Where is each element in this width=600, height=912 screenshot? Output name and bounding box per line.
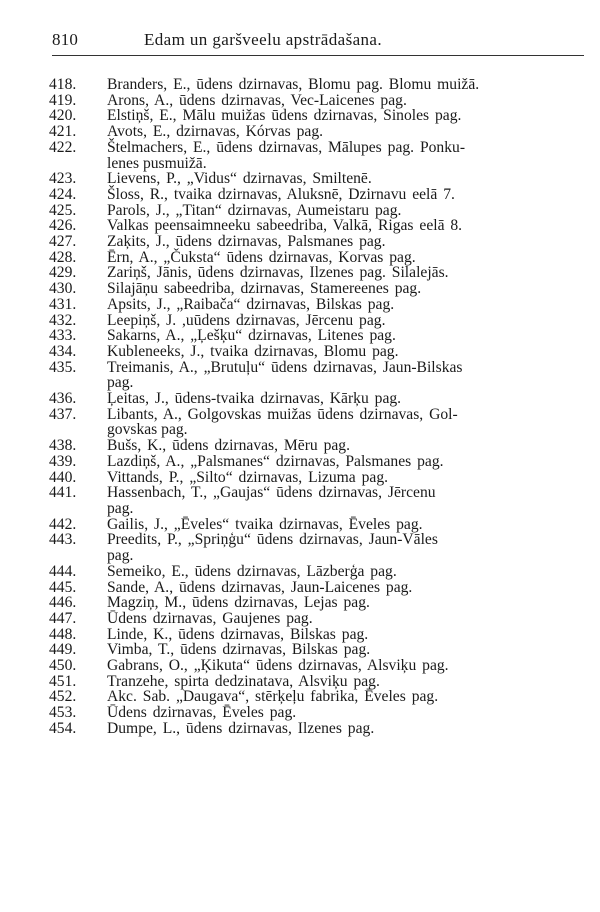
entry-number: 445. — [49, 578, 77, 596]
entry-number: 436. — [49, 390, 77, 408]
list-item — [0, 171, 577, 187]
list-item — [0, 532, 577, 563]
entry-text: Leepiņš, J. ,uūdens dzirnavas, Jērcenu pag. — [107, 311, 386, 329]
entry-text: Sakarns, A., „Ļešķu“ dzirnavas, Litenes pag. — [107, 327, 396, 345]
entry-number: 423. — [49, 170, 77, 188]
entry-number: 452. — [49, 688, 77, 706]
entry-number: 454. — [49, 719, 77, 737]
list-item — [0, 281, 577, 297]
entry-number: 430. — [49, 280, 77, 298]
list-item — [0, 580, 577, 596]
entry-number: 447. — [49, 609, 77, 627]
entry-continuation: pag. — [107, 499, 134, 517]
entry-number: 444. — [49, 562, 77, 580]
list-item — [0, 642, 577, 658]
list-item — [0, 297, 577, 313]
list-item — [0, 124, 577, 140]
entry-text: Ūdens dzirnavas, Ēveles pag. — [107, 704, 297, 722]
entry-text: Preedits, P., „Spriņģu“ ūdens dzirnavas, Jaun-Vāles — [107, 531, 438, 549]
list-item — [0, 517, 577, 533]
list-item — [0, 485, 577, 516]
entry-text: Kubleneeks, J., tvaika dzirnavas, Blomu pag. — [107, 342, 399, 360]
entry-number: 442. — [49, 515, 77, 533]
entry-number: 440. — [49, 468, 77, 486]
entry-number: 448. — [49, 625, 77, 643]
entry-number: 421. — [49, 123, 77, 141]
list-item — [0, 595, 577, 611]
list-item — [0, 564, 577, 580]
entry-number: 433. — [49, 327, 77, 345]
entry-number: 420. — [49, 107, 77, 125]
entry-text: Sande, A., ūdens dzirnavas, Jaun-Laicenes pag. — [107, 578, 413, 596]
entry-number: 428. — [49, 248, 77, 266]
entry-text: Ļeitas, J., ūdens-tvaika dzirnavas, Kārķu pag. — [107, 390, 402, 408]
entry-text: Libants, A., Golgovskas muižas ūdens dzirnavas, Gol- — [107, 405, 458, 423]
entry-text: Linde, K., ūdens dzirnavas, Bilskas pag. — [107, 625, 369, 643]
entry-text: Lazdiņš, A., „Palsmanes“ dzirnavas, Palsmanes pag. — [107, 452, 444, 470]
entry-number: 424. — [49, 185, 77, 203]
list-item — [0, 234, 577, 250]
entry-number: 431. — [49, 295, 77, 313]
list-item — [0, 250, 577, 266]
entry-text: Branders, E., ūdens dzirnavas, Blomu pag. Blomu muižā. — [107, 76, 480, 93]
list-item — [0, 438, 577, 454]
entry-number: 435. — [49, 358, 77, 376]
entry-number: 446. — [49, 594, 77, 612]
list-item — [0, 328, 577, 344]
entry-text: Vittands, P., „Silto“ dzirnavas, Lizuma pag. — [107, 468, 389, 486]
entry-text: Zaķits, J., ūdens dzirnavas, Palsmanes pag. — [107, 233, 386, 251]
list-item — [0, 93, 577, 109]
list-item — [0, 344, 577, 360]
entry-continuation: govskas pag. — [107, 421, 188, 439]
list-item — [0, 674, 577, 690]
entry-text: Magziņ, M., ūdens dzirnavas, Lejas pag. — [107, 594, 370, 612]
running-title: Edam un garšveelu apstrādašana. — [144, 30, 383, 49]
entry-text: Zariņš, Jānis, ūdens dzirnavas, Ilzenes pag. Silalejās. — [107, 264, 449, 282]
list-item — [0, 265, 577, 281]
entry-number: 426. — [49, 217, 77, 235]
entry-number: 450. — [49, 657, 77, 675]
entry-number: 438. — [49, 437, 77, 455]
entry-text: Valkas peensaimneeku sabeedriba, Valkā, Rigas eelā 8. — [107, 217, 463, 235]
entry-text: Elstiņš, E., Mālu muižas ūdens dzirnavas, Sinoles pag. — [107, 107, 462, 125]
entry-number: 439. — [49, 452, 77, 470]
list-item — [0, 407, 577, 438]
entry-continuation: lenes pusmuižā. — [107, 154, 207, 172]
entry-number: 434. — [49, 342, 77, 360]
entry-text: Šloss, R., tvaika dzirnavas, Aluksnē, Dzirnavu eelā 7. — [107, 185, 455, 203]
list-item — [0, 218, 577, 234]
list-item — [0, 689, 577, 705]
entry-text: Gabrans, O., „Ķikuta“ ūdens dzirnavas, Alsviķu pag. — [107, 657, 449, 675]
list-item — [0, 108, 577, 124]
entry-text: Silajāņu sabeedriba, dzirnavas, Stamereenes pag. — [107, 280, 422, 298]
entry-text: Treimanis, A., „Brutuļu“ ūdens dzirnavas, Jaun-Bilskas — [107, 358, 463, 376]
entry-text: Avots, E., dzirnavas, Kórvas pag. — [107, 123, 324, 141]
entry-text: Semeiko, E., ūdens dzirnavas, Lāzberģa pag. — [107, 562, 397, 580]
entry-text: Hassenbach, T., „Gaujas“ ūdens dzirnavas, Jērcenu — [107, 484, 436, 502]
entry-text: Dumpe, L., ūdens dzirnavas, Ilzenes pag. — [107, 719, 375, 737]
list-item — [0, 470, 577, 486]
entry-number: 419. — [49, 91, 77, 109]
list-item — [0, 611, 577, 627]
entry-text: Ērn, A., „Čuksta“ ūdens dzirnavas, Korvas pag. — [107, 248, 416, 266]
list-item — [0, 627, 577, 643]
entry-text: Apsits, J., „Raibača“ dzirnavas, Bilskas pag. — [107, 295, 395, 313]
entry-text: Lievens, P., „Vidus“ dzirnavas, Smiltenē. — [107, 170, 372, 188]
entry-text: Gailis, J., „Ēveles“ tvaika dzirnavas, Ēveles pag. — [107, 515, 423, 533]
list-item — [0, 721, 577, 737]
list-item — [0, 391, 577, 407]
list-item — [0, 140, 577, 171]
list-item — [0, 658, 577, 674]
entry-text: Akc. Sab. „Daugava“, stērķeļu fabrika, Ēveles pag. — [107, 688, 439, 706]
entry-number: 449. — [49, 641, 77, 659]
entry-continuation: pag. — [107, 374, 134, 392]
entry-text: Parols, J., „Titan“ dzirnavas, Aumeistaru pag. — [107, 201, 402, 219]
entry-number: 429. — [49, 264, 77, 282]
entry-text: Vimba, T., ūdens dzirnavas, Bilskas pag. — [107, 641, 371, 659]
entry-number: 418. — [49, 76, 77, 93]
entry-number: 425. — [49, 201, 77, 219]
entry-text: Tranzehe, spirta dedzinatava, Alsviķu pag. — [107, 672, 380, 690]
entry-text: Bušs, K., ūdens dzirnavas, Mēru pag. — [107, 437, 351, 455]
entry-number: 441. — [49, 484, 77, 502]
list-item — [0, 187, 577, 203]
entry-number: 432. — [49, 311, 77, 329]
page-number: 810 — [52, 30, 79, 49]
entry-number: 427. — [49, 233, 77, 251]
entry-number: 453. — [49, 704, 77, 722]
list-item — [0, 203, 577, 219]
list-item — [0, 360, 577, 391]
entry-number: 422. — [49, 138, 77, 156]
header-rule — [52, 55, 584, 56]
entry-continuation: pag. — [107, 547, 134, 565]
entry-text: Štelmachers, E., ūdens dzirnavas, Mālupes pag. Ponku- — [107, 138, 466, 156]
entry-number: 451. — [49, 672, 77, 690]
list-item — [0, 77, 577, 93]
entry-text: Arons, A., ūdens dzirnavas, Vec-Laicenes pag. — [107, 91, 407, 109]
entry-number: 443. — [49, 531, 77, 549]
entry-number: 437. — [49, 405, 77, 423]
list-item — [0, 454, 577, 470]
entry-text: Ūdens dzirnavas, Gaujenes pag. — [107, 609, 313, 627]
list-item — [0, 313, 577, 329]
entry-list — [0, 77, 600, 737]
list-item — [0, 705, 577, 721]
